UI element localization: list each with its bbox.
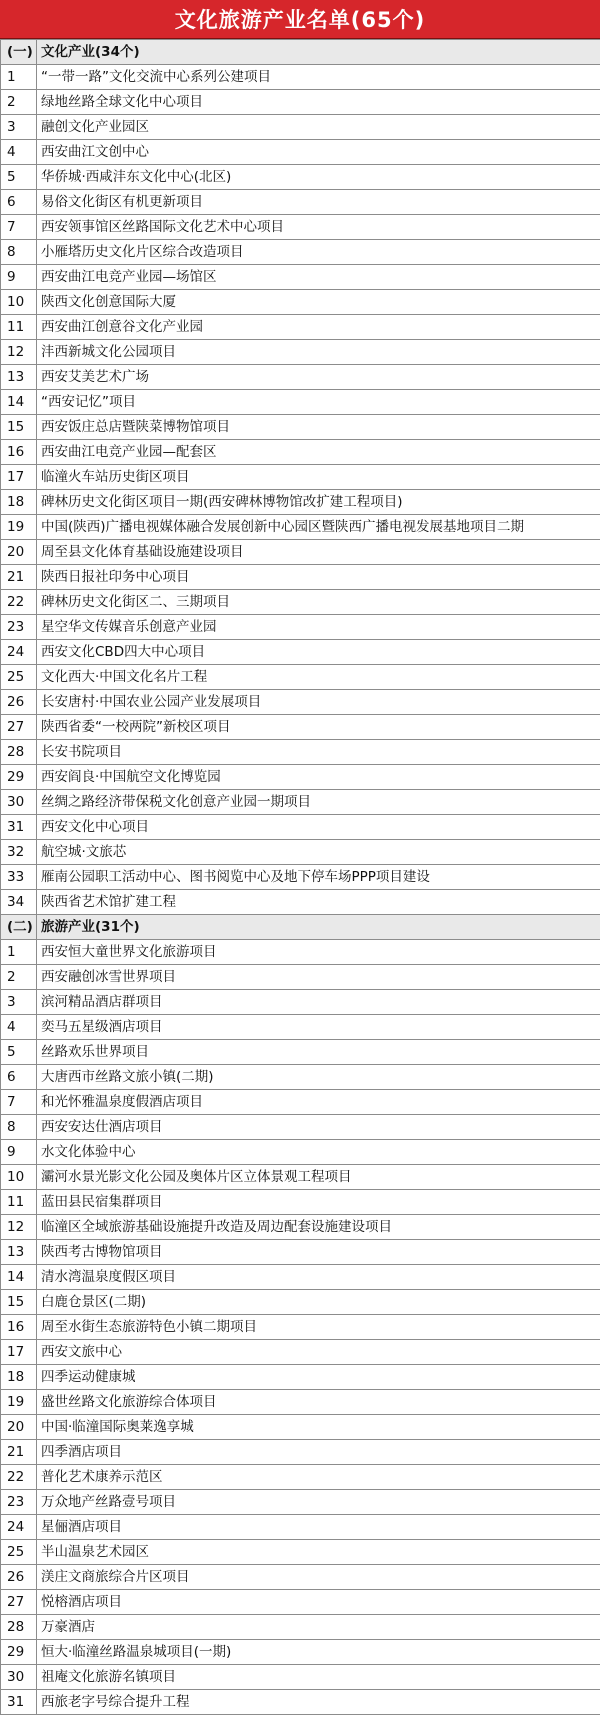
section-header-row	[1, 915, 600, 940]
row-number: 15	[1, 1290, 37, 1315]
row-number: 9	[1, 265, 37, 290]
table-row	[1, 565, 600, 590]
project-name: 清水湾温泉度假区项目	[37, 1265, 600, 1290]
project-name: 西旅老字号综合提升工程	[37, 1690, 600, 1715]
table-row	[1, 1140, 600, 1165]
table-row	[1, 65, 600, 90]
row-number: 4	[1, 140, 37, 165]
project-name: 四季运动健康城	[37, 1365, 600, 1390]
project-name: 西安曲江电竞产业园—场馆区	[37, 265, 600, 290]
row-number: 20	[1, 540, 37, 565]
project-table	[0, 39, 600, 1715]
project-name: 易俗文化街区有机更新项目	[37, 190, 600, 215]
project-name: 西安安达仕酒店项目	[37, 1115, 600, 1140]
project-name: “一带一路”文化交流中心系列公建项目	[37, 65, 600, 90]
row-number: 31	[1, 815, 37, 840]
project-name: 周至县文化体育基础设施建设项目	[37, 540, 600, 565]
project-name: 西安文旅中心	[37, 1340, 600, 1365]
table-row	[1, 1365, 600, 1390]
table-row	[1, 1390, 600, 1415]
project-name: 华侨城·西咸沣东文化中心(北区)	[37, 165, 600, 190]
table-row	[1, 840, 600, 865]
project-name: 西安领事馆区丝路国际文化艺术中心项目	[37, 215, 600, 240]
table-row	[1, 1615, 600, 1640]
project-name: 滨河精品酒店群项目	[37, 990, 600, 1015]
row-number: 10	[1, 1165, 37, 1190]
table-row	[1, 1565, 600, 1590]
project-name: 长安唐村·中国农业公园产业发展项目	[37, 690, 600, 715]
table-row	[1, 890, 600, 915]
project-name: 临潼火车站历史街区项目	[37, 465, 600, 490]
row-number: 2	[1, 90, 37, 115]
table-row	[1, 865, 600, 890]
table-row	[1, 465, 600, 490]
table-row	[1, 365, 600, 390]
section-heading: 旅游产业(31个)	[37, 915, 600, 940]
project-name: 长安书院项目	[37, 740, 600, 765]
project-name: 西安饭庄总店暨陕菜博物馆项目	[37, 415, 600, 440]
row-number: 21	[1, 1440, 37, 1465]
row-number: 19	[1, 515, 37, 540]
table-row	[1, 165, 600, 190]
row-number: 4	[1, 1015, 37, 1040]
table-row	[1, 240, 600, 265]
row-number: 22	[1, 1465, 37, 1490]
row-number: 27	[1, 1590, 37, 1615]
table-row	[1, 590, 600, 615]
table-row	[1, 415, 600, 440]
row-number: 29	[1, 765, 37, 790]
row-number: 2	[1, 965, 37, 990]
row-number: 30	[1, 790, 37, 815]
table-row	[1, 715, 600, 740]
table-row	[1, 1290, 600, 1315]
row-number: 5	[1, 1040, 37, 1065]
row-number: 7	[1, 215, 37, 240]
row-number: 25	[1, 1540, 37, 1565]
section-heading: 文化产业(34个)	[37, 40, 600, 65]
project-name: 陕西文化创意国际大厦	[37, 290, 600, 315]
row-number: 1	[1, 940, 37, 965]
section-label: (二)	[1, 915, 37, 940]
table-row	[1, 390, 600, 415]
table-row	[1, 815, 600, 840]
project-name: 水文化体验中心	[37, 1140, 600, 1165]
row-number: 6	[1, 1065, 37, 1090]
row-number: 8	[1, 1115, 37, 1140]
table-row	[1, 1440, 600, 1465]
row-number: 6	[1, 190, 37, 215]
project-name: 半山温泉艺术园区	[37, 1540, 600, 1565]
table-row	[1, 1165, 600, 1190]
row-number: 5	[1, 165, 37, 190]
project-name: 中国(陕西)广播电视媒体融合发展创新中心园区暨陕西广播电视发展基地项目二期	[37, 515, 600, 540]
project-name: 大唐西市丝路文旅小镇(二期)	[37, 1065, 600, 1090]
project-name: 万豪酒店	[37, 1615, 600, 1640]
row-number: 14	[1, 1265, 37, 1290]
project-name: 航空城·文旅芯	[37, 840, 600, 865]
row-number: 29	[1, 1640, 37, 1665]
row-number: 7	[1, 1090, 37, 1115]
table-row	[1, 1590, 600, 1615]
project-name: 沣西新城文化公园项目	[37, 340, 600, 365]
table-row	[1, 115, 600, 140]
table-row	[1, 315, 600, 340]
table-row	[1, 1265, 600, 1290]
project-name: 丝绸之路经济带保税文化创意产业园一期项目	[37, 790, 600, 815]
project-name: 白鹿仓景区(二期)	[37, 1290, 600, 1315]
row-number: 13	[1, 1240, 37, 1265]
table-row	[1, 1490, 600, 1515]
project-name: 丝路欢乐世界项目	[37, 1040, 600, 1065]
project-name: 恒大·临潼丝路温泉城项目(一期)	[37, 1640, 600, 1665]
table-row	[1, 1090, 600, 1115]
table-row	[1, 1640, 600, 1665]
project-name: 西安融创冰雪世界项目	[37, 965, 600, 990]
table-row	[1, 965, 600, 990]
project-name: 西安恒大童世界文化旅游项目	[37, 940, 600, 965]
table-row	[1, 440, 600, 465]
table-row	[1, 1215, 600, 1240]
table-row	[1, 190, 600, 215]
project-name: 和光怀雅温泉度假酒店项目	[37, 1090, 600, 1115]
project-name: 奕马五星级酒店项目	[37, 1015, 600, 1040]
row-number: 3	[1, 990, 37, 1015]
row-number: 33	[1, 865, 37, 890]
table-row	[1, 790, 600, 815]
row-number: 9	[1, 1140, 37, 1165]
row-number: 24	[1, 640, 37, 665]
project-name: 融创文化产业园区	[37, 115, 600, 140]
project-name: 碑林历史文化街区二、三期项目	[37, 590, 600, 615]
row-number: 20	[1, 1415, 37, 1440]
table-row	[1, 1415, 600, 1440]
table-row	[1, 665, 600, 690]
table-row	[1, 1340, 600, 1365]
project-name: 盛世丝路文化旅游综合体项目	[37, 1390, 600, 1415]
project-name: 万众地产丝路壹号项目	[37, 1490, 600, 1515]
row-number: 17	[1, 1340, 37, 1365]
project-name: 碑林历史文化街区项目一期(西安碑林博物馆改扩建工程项目)	[37, 490, 600, 515]
row-number: 24	[1, 1515, 37, 1540]
project-name: 陕西省艺术馆扩建工程	[37, 890, 600, 915]
table-row	[1, 90, 600, 115]
project-name: 普化艺术康养示范区	[37, 1465, 600, 1490]
row-number: 1	[1, 65, 37, 90]
project-name: 西安艾美艺术广场	[37, 365, 600, 390]
table-row	[1, 1065, 600, 1090]
table-row	[1, 140, 600, 165]
project-name: 西安文化中心项目	[37, 815, 600, 840]
row-number: 11	[1, 315, 37, 340]
project-name: 中国·临潼国际奥莱逸享城	[37, 1415, 600, 1440]
row-number: 15	[1, 415, 37, 440]
table-row	[1, 1665, 600, 1690]
project-name: 周至水街生态旅游特色小镇二期项目	[37, 1315, 600, 1340]
row-number: 30	[1, 1665, 37, 1690]
table-row	[1, 1015, 600, 1040]
row-number: 17	[1, 465, 37, 490]
row-number: 16	[1, 1315, 37, 1340]
row-number: 16	[1, 440, 37, 465]
table-row	[1, 540, 600, 565]
table-row	[1, 1515, 600, 1540]
row-number: 3	[1, 115, 37, 140]
project-name: 西安文化CBD四大中心项目	[37, 640, 600, 665]
row-number: 28	[1, 1615, 37, 1640]
row-number: 21	[1, 565, 37, 590]
row-number: 25	[1, 665, 37, 690]
row-number: 23	[1, 615, 37, 640]
table-row	[1, 640, 600, 665]
project-name: 小雁塔历史文化片区综合改造项目	[37, 240, 600, 265]
project-name: 渼庄文商旅综合片区项目	[37, 1565, 600, 1590]
row-number: 18	[1, 1365, 37, 1390]
table-row	[1, 990, 600, 1015]
table-row	[1, 1190, 600, 1215]
project-name: 悦榕酒店项目	[37, 1590, 600, 1615]
project-name: 星俪酒店项目	[37, 1515, 600, 1540]
row-number: 10	[1, 290, 37, 315]
project-name: 四季酒店项目	[37, 1440, 600, 1465]
table-row	[1, 490, 600, 515]
row-number: 13	[1, 365, 37, 390]
project-name: 西安曲江文创中心	[37, 140, 600, 165]
project-name: 祖庵文化旅游名镇项目	[37, 1665, 600, 1690]
table-row	[1, 1115, 600, 1140]
project-name: 绿地丝路全球文化中心项目	[37, 90, 600, 115]
document-title: 文化旅游产业名单(65个)	[0, 0, 600, 39]
row-number: 11	[1, 1190, 37, 1215]
row-number: 26	[1, 690, 37, 715]
project-name: 陕西省委“一校两院”新校区项目	[37, 715, 600, 740]
section-header-row	[1, 40, 600, 65]
project-name: 雁南公园职工活动中心、图书阅览中心及地下停车场PPP项目建设	[37, 865, 600, 890]
table-row	[1, 215, 600, 240]
project-name: 陕西日报社印务中心项目	[37, 565, 600, 590]
row-number: 8	[1, 240, 37, 265]
section-label: (一)	[1, 40, 37, 65]
table-row	[1, 615, 600, 640]
project-name: 西安阎良·中国航空文化博览园	[37, 765, 600, 790]
table-row	[1, 740, 600, 765]
project-name: “西安记忆”项目	[37, 390, 600, 415]
project-name: 灞河水景光影文化公园及奥体片区立体景观工程项目	[37, 1165, 600, 1190]
table-row	[1, 1540, 600, 1565]
table-row	[1, 940, 600, 965]
row-number: 14	[1, 390, 37, 415]
table-row	[1, 765, 600, 790]
row-number: 22	[1, 590, 37, 615]
table-row	[1, 515, 600, 540]
row-number: 12	[1, 1215, 37, 1240]
project-name: 星空华文传媒音乐创意产业园	[37, 615, 600, 640]
table-row	[1, 340, 600, 365]
row-number: 28	[1, 740, 37, 765]
row-number: 32	[1, 840, 37, 865]
row-number: 34	[1, 890, 37, 915]
row-number: 23	[1, 1490, 37, 1515]
table-row	[1, 1315, 600, 1340]
table-row	[1, 690, 600, 715]
table-row	[1, 1690, 600, 1715]
table-row	[1, 1040, 600, 1065]
project-name: 西安曲江电竞产业园—配套区	[37, 440, 600, 465]
project-name: 文化西大·中国文化名片工程	[37, 665, 600, 690]
row-number: 19	[1, 1390, 37, 1415]
row-number: 31	[1, 1690, 37, 1715]
project-name: 陕西考古博物馆项目	[37, 1240, 600, 1265]
row-number: 27	[1, 715, 37, 740]
table-row	[1, 265, 600, 290]
project-name: 蓝田县民宿集群项目	[37, 1190, 600, 1215]
table-row	[1, 290, 600, 315]
project-name: 西安曲江创意谷文化产业园	[37, 315, 600, 340]
project-table-body	[1, 40, 600, 1715]
table-row	[1, 1465, 600, 1490]
project-name: 临潼区全域旅游基础设施提升改造及周边配套设施建设项目	[37, 1215, 600, 1240]
row-number: 18	[1, 490, 37, 515]
row-number: 12	[1, 340, 37, 365]
table-row	[1, 1240, 600, 1265]
row-number: 26	[1, 1565, 37, 1590]
